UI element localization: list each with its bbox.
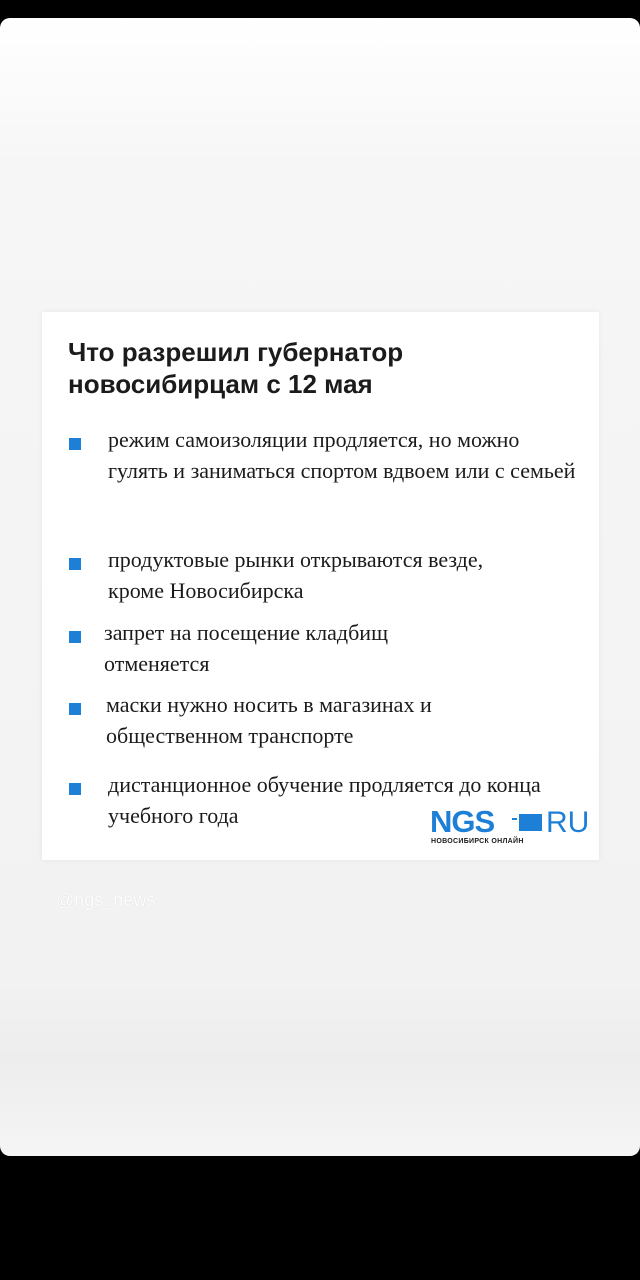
list-item-text: дистанционное обучение продляется до конца учебного года bbox=[108, 772, 541, 828]
list-item-text: режим самоизоляции продляется, но можно гулять и заниматься спортом вдвоем или с семьей bbox=[108, 427, 576, 483]
ngs-logo bbox=[430, 806, 590, 846]
info-card bbox=[42, 312, 599, 860]
logo-square-icon bbox=[519, 814, 542, 831]
square-bullet-icon bbox=[69, 631, 81, 643]
square-bullet-icon bbox=[69, 558, 81, 570]
square-bullet-icon bbox=[69, 438, 81, 450]
square-bullet-icon bbox=[69, 703, 81, 715]
list-item-text: маски нужно носить в магазинах и общественном транспорте bbox=[106, 692, 432, 748]
story-frame[interactable] bbox=[0, 18, 640, 1156]
list-item-text: запрет на посещение кладбищ отменяется bbox=[104, 620, 389, 676]
logo-suffix: RU bbox=[546, 806, 590, 839]
logo-primary: NGS bbox=[430, 804, 495, 839]
list-item-text: продуктовые рынки открываются везде, кроме Новосибирска bbox=[108, 547, 484, 603]
logo-subtitle: НОВОСИБИРСК ОНЛАЙН bbox=[431, 838, 524, 845]
card-title: Что разрешил губернатор новосибирцам с 12 мая bbox=[68, 337, 404, 399]
account-watermark: @ngs_news bbox=[56, 890, 156, 910]
square-bullet-icon bbox=[69, 783, 81, 795]
